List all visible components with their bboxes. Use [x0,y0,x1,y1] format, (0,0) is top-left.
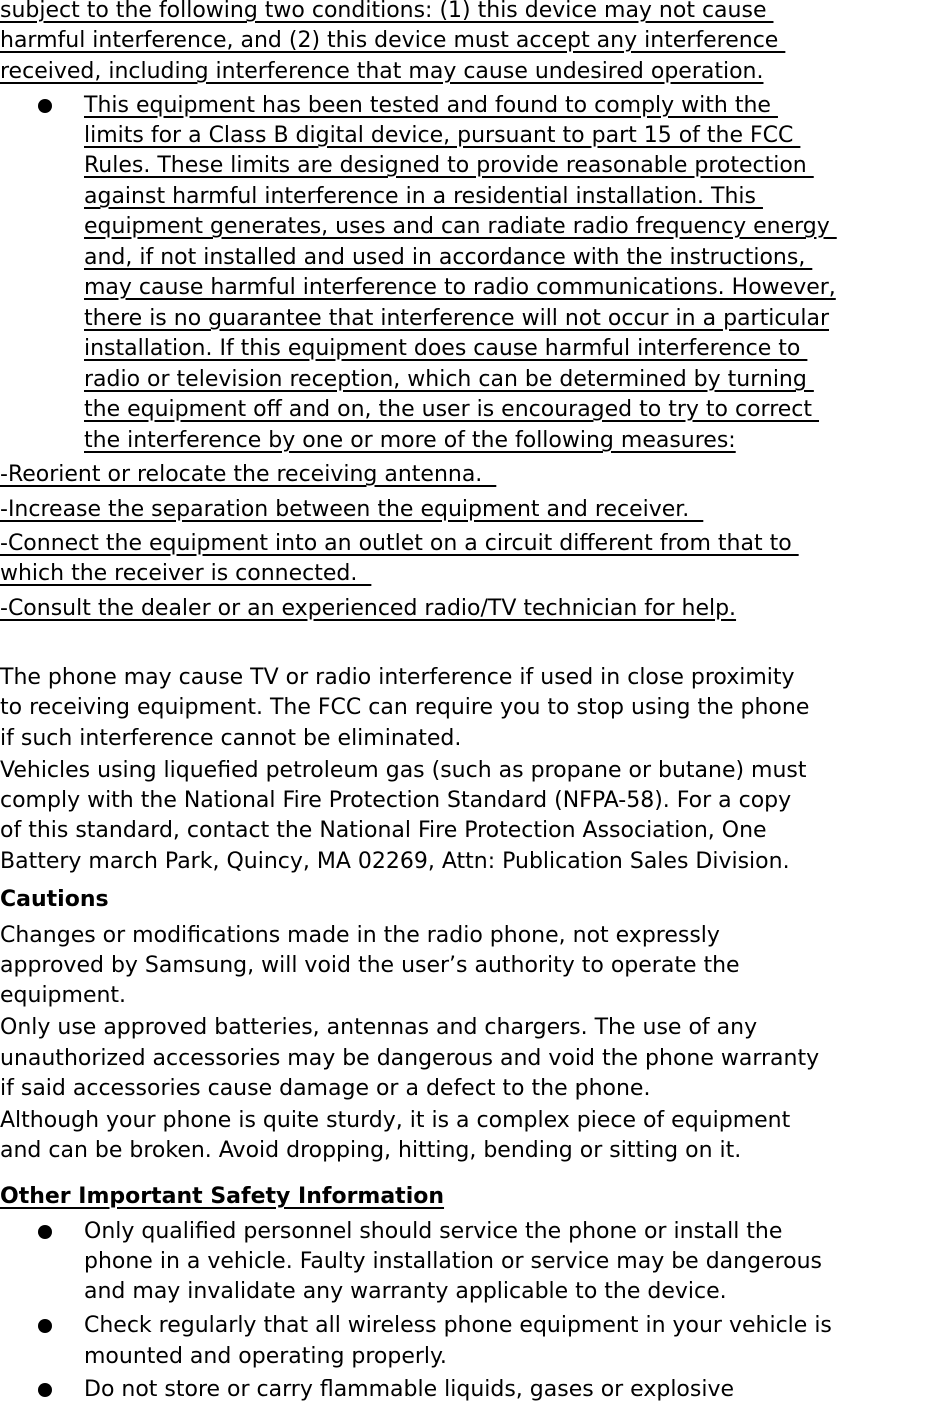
measure-reorient: -Reorient or relocate the receiving antenna. [0,462,497,487]
intro-line: received, including interference that may cause undesired operation. [0,59,764,84]
fcc-bullet-line: may cause harmful interference to radio communications. However, [84,275,836,300]
safety-bullet-line: Only qualified personnel should service the phone or install the [84,1219,783,1244]
fcc-bullet-line: there is no guarantee that interference will not occur in a particular [84,306,829,331]
interference-line: to receiving equipment. The FCC can require you to stop using the phone [0,695,810,720]
vehicles-line: Vehicles using liquefied petroleum gas (such as propane or butane) must [0,758,807,783]
cautions-line: Although your phone is quite sturdy, it is a complex piece of equipment [0,1108,791,1133]
intro-line: harmful interference, and (2) this device must accept any interference [0,28,786,53]
cautions-line: approved by Samsung, will void the user’s authority to operate the [0,953,740,978]
interference-line: if such interference cannot be eliminated. [0,726,462,751]
vehicles-line: Battery march Park, Quincy, MA 02269, Attn: Publication Sales Division. [0,849,790,874]
interference-line: The phone may cause TV or radio interference if used in close proximity [0,665,795,690]
measure-increase: -Increase the separation between the equipment and receiver. [0,497,704,522]
safety-bullet-line: Do not store or carry flammable liquids, gases or explosive [84,1377,735,1402]
measure-connect: -Connect the equipment into an outlet on a circuit different from that to [0,531,799,556]
fcc-bullet-line: the interference by one or more of the following measures: [84,428,736,453]
other-safety-heading: Other Important Safety Information [0,1184,445,1209]
bullet-icon [38,1319,52,1333]
cautions-line: Only use approved batteries, antennas and chargers. The use of any [0,1015,758,1040]
bullet-icon [38,1383,52,1397]
fcc-bullet-line: equipment generates, uses and can radiate radio frequency energy [84,214,837,239]
bullet-icon [38,1225,52,1239]
measure-connect: which the receiver is connected. [0,561,372,586]
fcc-bullet-line: and, if not installed and used in accordance with the instructions, [84,245,813,270]
cautions-line: and can be broken. Avoid dropping, hitting, bending or sitting on it. [0,1138,742,1163]
safety-bullet-line: Check regularly that all wireless phone equipment in your vehicle is [84,1313,832,1338]
cautions-heading: Cautions [0,887,109,912]
fcc-bullet-line: installation. If this equipment does cause harmful interference to [84,336,808,361]
fcc-bullet-line: limits for a Class B digital device, pursuant to part 15 of the FCC [84,123,801,148]
fcc-bullet-line: Rules. These limits are designed to provide reasonable protection [84,153,814,178]
intro-line: subject to the following two conditions: (1) this device may not cause [0,0,774,23]
fcc-bullet-line: against harmful interference in a residential installation. This [84,184,763,209]
vehicles-line: of this standard, contact the National Fire Protection Association, One [0,818,767,843]
fcc-bullet-line: radio or television reception, which can be determined by turning [84,367,814,392]
safety-bullet-line: mounted and operating properly. [84,1344,447,1369]
safety-bullet-line: phone in a vehicle. Faulty installation or service may be dangerous [84,1249,823,1274]
safety-bullet-line: and may invalidate any warranty applicable to the device. [84,1279,727,1304]
cautions-line: Changes or modifications made in the radio phone, not expressly [0,923,720,948]
fcc-bullet-line: This equipment has been tested and found to comply with the [84,93,778,118]
cautions-line: unauthorized accessories may be dangerous and void the phone warranty [0,1046,820,1071]
measure-consult: -Consult the dealer or an experienced radio/TV technician for help. [0,596,737,621]
cautions-line: if said accessories cause damage or a defect to the phone. [0,1076,651,1101]
fcc-bullet-line: the equipment off and on, the user is encouraged to try to correct [84,397,820,422]
vehicles-line: comply with the National Fire Protection Standard (NFPA-58). For a copy [0,788,792,813]
cautions-line: equipment. [0,983,127,1008]
bullet-icon [38,99,52,113]
